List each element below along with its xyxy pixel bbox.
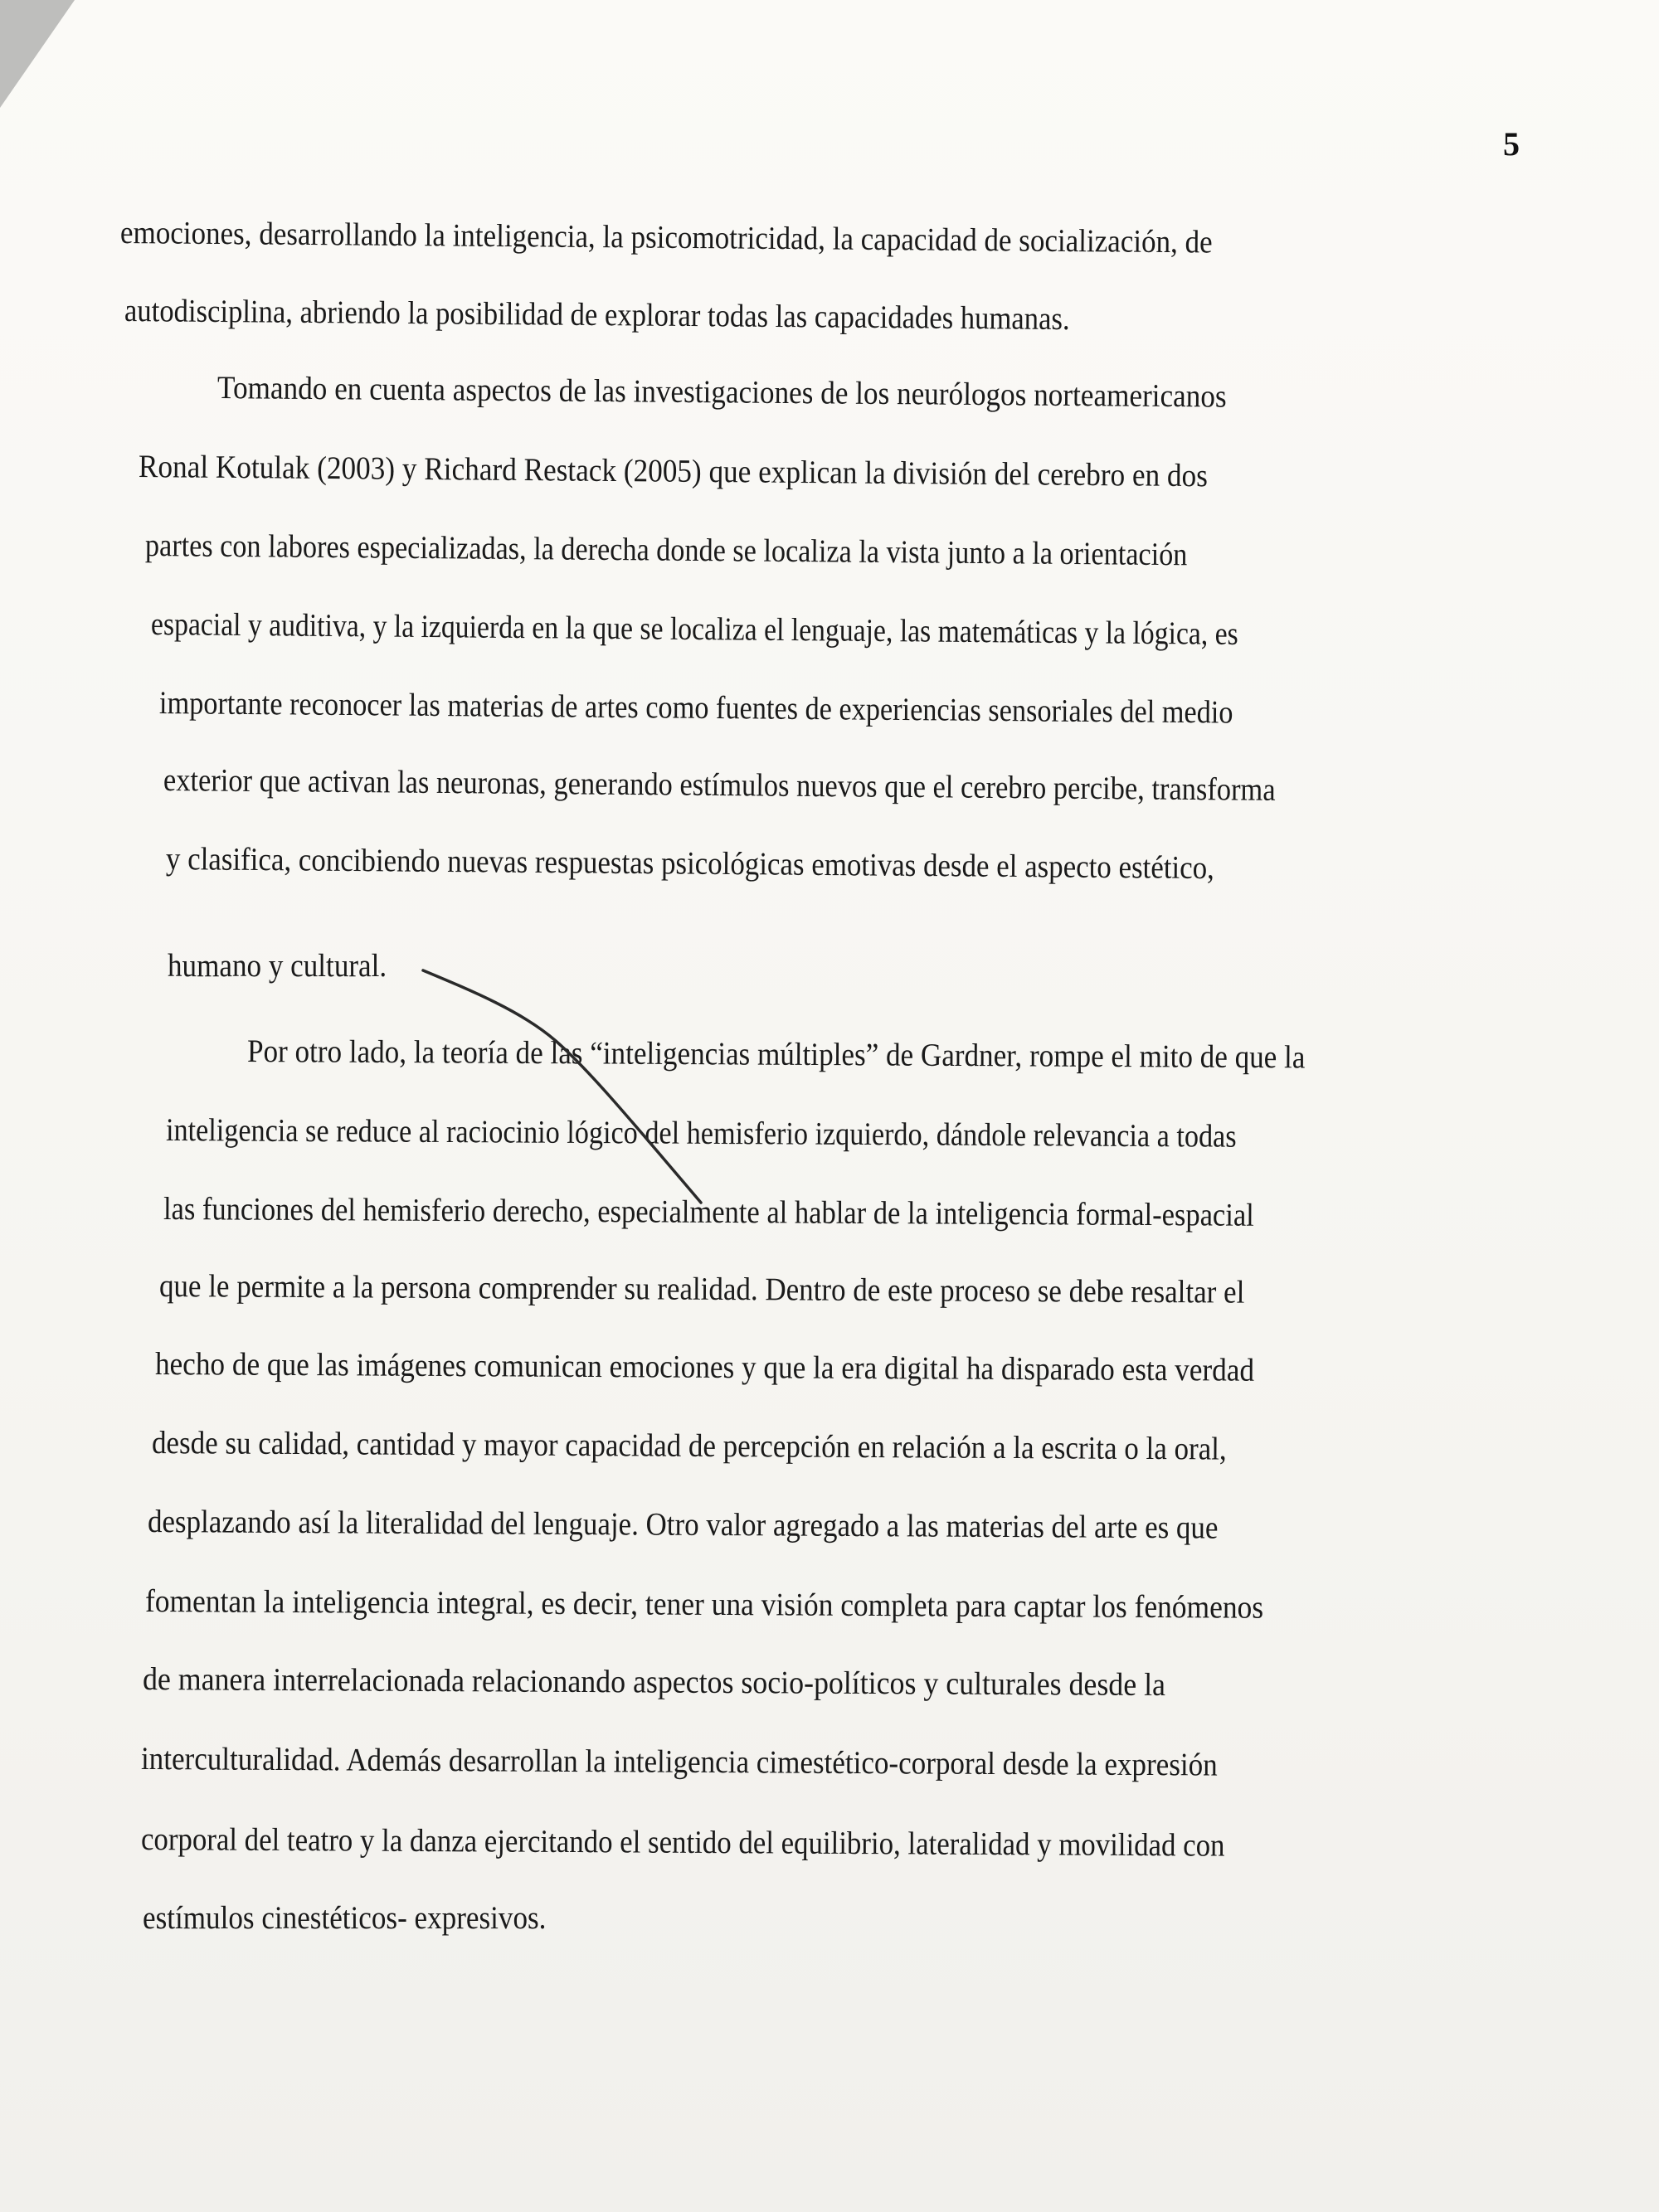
text-line: autodisciplina, abriendo la posibilidad de explorar todas las capacidades humanas.: [124, 293, 1070, 338]
text-line: espacial y auditiva, y la izquierda en la que se localiza el lenguaje, las matemáticas y la lógica, es: [150, 606, 1238, 652]
text-line: hecho de que las imágenes comunican emociones y que la era digital ha disparado esta verdad: [154, 1346, 1255, 1388]
text-line: que le permite a la persona comprender su realidad. Dentro de este proceso se debe resaltar el: [158, 1268, 1245, 1310]
page-number: 5: [1503, 125, 1520, 163]
text-line: importante reconocer las materias de artes como fuentes de experiencias sensoriales del medio: [158, 685, 1233, 731]
text-line: estímulos cinestéticos- expresivos.: [143, 1900, 547, 1936]
text-line: Por otro lado, la teoría de las “inteligencias múltiples” de Gardner, rompe el mito de que la: [246, 1033, 1306, 1076]
text-line: inteligencia se reduce al raciocinio lógico del hemisferio izquierdo, dándole relevancia a todas: [165, 1112, 1237, 1155]
text-line: fomentan la inteligencia integral, es decir, tener una visión completa para captar los fenómenos: [144, 1583, 1264, 1626]
page-corner-shadow: [0, 0, 75, 108]
text-line: de manera interrelacionada relacionando aspectos socio-políticos y culturales desde la: [142, 1661, 1166, 1704]
text-line: y clasifica, concibiendo nuevas respuestas psicológicas emotivas desde el aspecto estético,: [165, 841, 1215, 887]
text-line: las funciones del hemisferio derecho, especialmente al hablar de la inteligencia formal-espacial: [163, 1191, 1254, 1233]
text-line: partes con labores especializadas, la derecha donde se localiza la vista junto a la orientación: [144, 527, 1188, 573]
text-line: exterior que activan las neuronas, generando estímulos nuevos que el cerebro percibe, transforma: [163, 762, 1276, 808]
pen-stroke-mark: [415, 962, 713, 1219]
text-line: desde su calidad, cantidad y mayor capacidad de percepción en relación a la escrita o la oral,: [151, 1425, 1227, 1467]
text-line: desplazando así la literalidad del lenguaje. Otro valor agregado a las materias del arte es que: [147, 1504, 1219, 1546]
text-line: emociones, desarrollando la inteligencia, la psicomotricidad, la capacidad de socialización, de: [119, 215, 1213, 260]
text-line: corporal del teatro y la danza ejercitando el sentido del equilibrio, lateralidad y movilidad con: [140, 1821, 1225, 1864]
text-line: humano y cultural.: [168, 948, 387, 984]
text-line: Tomando en cuenta aspectos de las investigaciones de los neurólogos norteamericanos: [216, 370, 1227, 415]
text-line: Ronal Kotulak (2003) y Richard Restack (2005) que explican la división del cerebro en dos: [138, 449, 1209, 494]
text-line: interculturalidad. Además desarrollan la inteligencia cimestético-corporal desde la expresión: [140, 1741, 1218, 1783]
